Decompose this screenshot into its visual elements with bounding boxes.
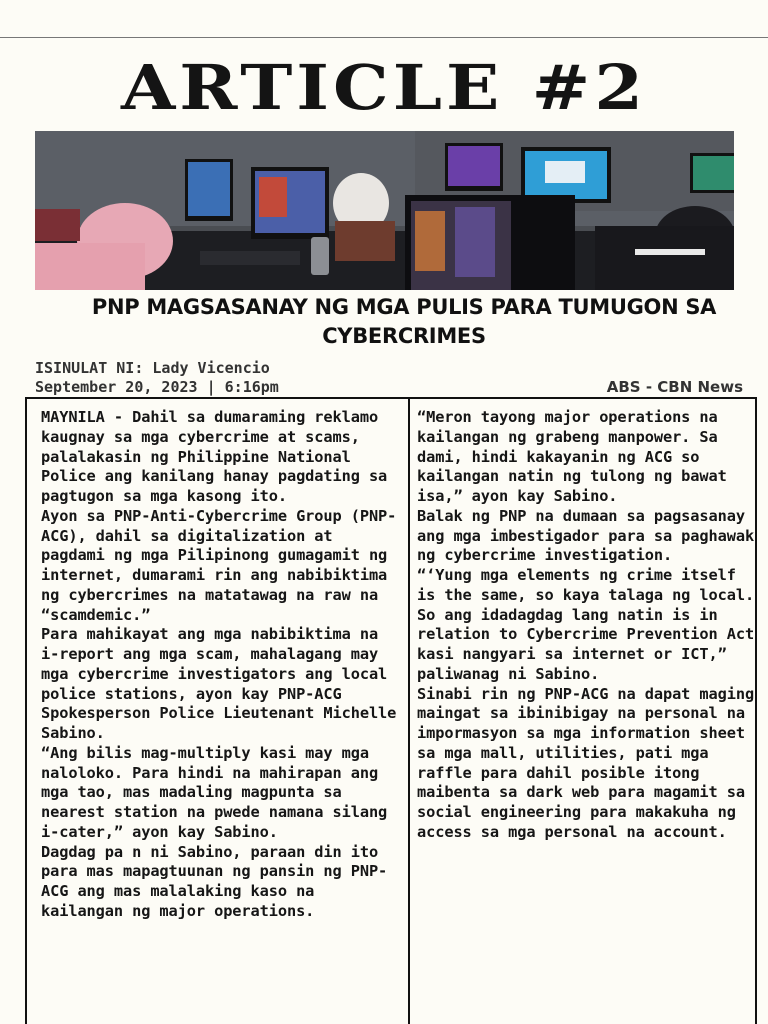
article-paragraph: “Meron tayong major operations na kailangan ng grabeng manpower. Sa dami, hindi kakayanin ng ACG so kailangan natin ng tulong ng bawat isa,” ayon kay Sabino. (417, 408, 727, 505)
byline: ISINULAT NI: Lady Vicencio (35, 359, 270, 377)
news-photo (35, 131, 734, 290)
article-paragraph: Balak ng PNP na dumaan sa pagsasanay ang mga imbestigador para sa paghawak ng cybercrime investigation. (417, 506, 755, 565)
column-divider (408, 397, 410, 1024)
article-paragraph: Para mahikayat ang mga nabibiktima na i-report ang mga scam, mahalagang may mga cybercrime investigators ang local police stations, ayon kay PNP-ACG Spokesperson Police Lieutenant Michelle Sabino. (41, 625, 397, 742)
article-paragraph: “Ang bilis mag-multiply kasi may mga naloloko. Para hindi na mahirapan ang mga tao, mas madaling magpunta sa nearest station na pwede namana silang i-cater,” ayon kay Sabino. (41, 743, 388, 841)
article-paragraph: Sinabi rin ng PNP-ACG na dapat maging maingat sa ibinibigay na personal na impormasyon sa mga information sheet sa mga mall, utilities, pati mga raffle para dahil posible itong maibenta sa dark web para magamit sa social engineering para makakuha ng access sa mga personal na account. (417, 684, 755, 841)
headline: PNP MAGSASANAY NG MGA PULIS PARA TUMUGON SA CYBERCRIMES (91, 295, 717, 348)
article-left-column (41, 408, 399, 922)
article-paragraph: MAYNILA - Dahil sa dumaraming reklamo kaugnay sa mga cybercrime at scams, palalakasin ng Philippine National Police ang kanilang hanay pagdating sa pagtugon sa mga kasong ito. (41, 408, 388, 505)
article-paragraph: Dagdag pa n ni Sabino, paraan din ito para mas mapagtuunan ng pansin ng PNP-ACG ang mas malalaking kaso na kailangan ng major operations. (41, 842, 388, 920)
column-box-right-border (755, 397, 757, 1024)
column-box-top-border (25, 397, 757, 399)
column-box-left-border (25, 397, 27, 1024)
article-paragraph: Ayon sa PNP-Anti-Cybercrime Group (PNP-ACG), dahil sa digitalization at pagdami ng mga Pilipinong gumagamit ng internet, dumarami rin ang nabibiktima ng cybercrimes na matatawag na raw na “scamdemic.” (41, 506, 397, 624)
news-photo-image (35, 131, 734, 290)
news-source: ABS - CBN News (606, 378, 743, 396)
publish-date: September 20, 2023 | 6:16pm (35, 378, 279, 396)
page-title: ARTICLE #2 (120, 51, 648, 125)
article-right-column (417, 408, 755, 843)
top-rule (0, 37, 768, 38)
article-paragraph: “‘Yung mga elements ng crime itself is the same, so kaya talaga ng local. So ang idadagdag lang natin is in relation to Cybercrime Prevention Act kasi nangyari sa internet or ICT,” paliwanag ni Sabino. (417, 566, 755, 683)
